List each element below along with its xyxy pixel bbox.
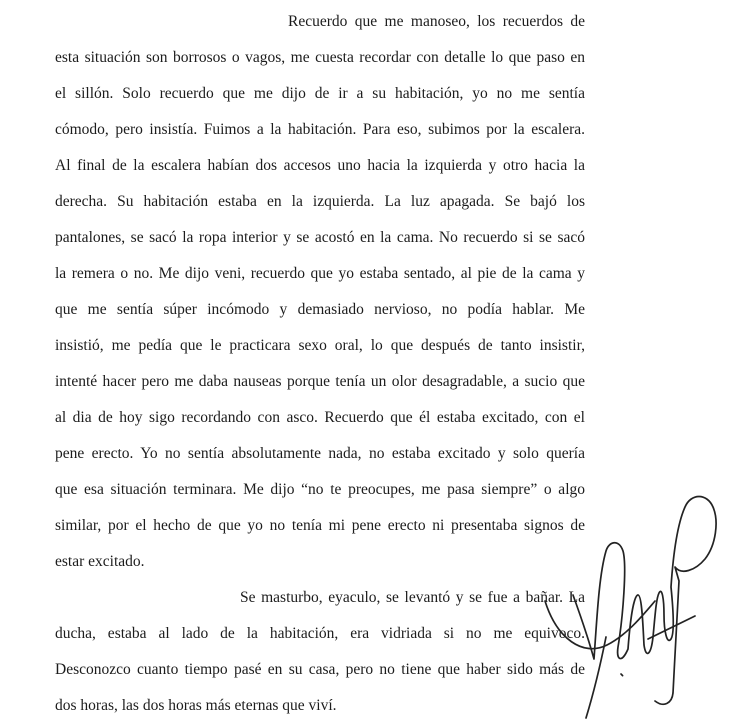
- text-line paragraph-end: dos horas, las dos horas más eternas que viví.: [55, 697, 337, 714]
- signature-ink-dot: [621, 674, 623, 676]
- text-line: Se masturbo, eyaculo, se levantó y se fue a bañar. La: [240, 589, 585, 606]
- text-line: pene erecto. Yo no sentía absolutamente nada, no estaba excitado y solo quería: [55, 445, 585, 462]
- text-line: intenté hacer pero me daba nauseas porque tenía un olor desagradable, a sucio que: [55, 373, 585, 390]
- signature-stroke-main: [573, 497, 716, 705]
- signature-stroke-crossbar: [648, 616, 695, 639]
- signature-stroke-descender: [586, 637, 606, 718]
- text-line: esta situación son borrosos o vagos, me cuesta recordar con detalle lo que paso en: [55, 49, 585, 66]
- text-line: ducha, estaba al lado de la habitación, era vidriada si no me equivoco.: [55, 625, 585, 642]
- text-line: similar, por el hecho de que yo no tenía mi pene erecto ni presentaba signos de: [55, 517, 585, 534]
- text-line: la remera o no. Me dijo veni, recuerdo que yo estaba sentado, al pie de la cama y: [55, 265, 585, 282]
- text-line: Recuerdo que me manoseo, los recuerdos de: [288, 13, 585, 30]
- document-page: [55, 4, 585, 724]
- text-line: derecha. Su habitación estaba en la izquierda. La luz apagada. Se bajó los: [55, 193, 585, 210]
- text-line: Al final de la escalera habían dos accesos uno hacia la izquierda y otro hacia la: [55, 157, 585, 174]
- text-line: Desconozco cuanto tiempo pasé en su casa, pero no tiene que haber sido más de: [55, 661, 585, 678]
- text-line: el sillón. Solo recuerdo que me dijo de ir a su habitación, yo no me sentía: [55, 85, 585, 102]
- text-line paragraph-end: estar excitado.: [55, 553, 145, 570]
- text-line: insistió, me pedía que le practicara sexo oral, lo que después de tanto insistir,: [55, 337, 585, 354]
- text-line: que me sentía súper incómodo y demasiado nervioso, no podía hablar. Me: [55, 301, 585, 318]
- text-line: que esa situación terminara. Me dijo “no te preocupes, me pasa siempre” o algo: [55, 481, 585, 498]
- text-line: cómodo, pero insistía. Fuimos a la habitación. Para eso, subimos por la escalera.: [55, 121, 585, 138]
- text-line: al dia de hoy sigo recordando con asco. Recuerdo que él estaba excitado, con el: [55, 409, 585, 426]
- text-line: pantalones, se sacó la ropa interior y se acostó en la cama. No recuerdo si se sacó: [55, 229, 585, 246]
